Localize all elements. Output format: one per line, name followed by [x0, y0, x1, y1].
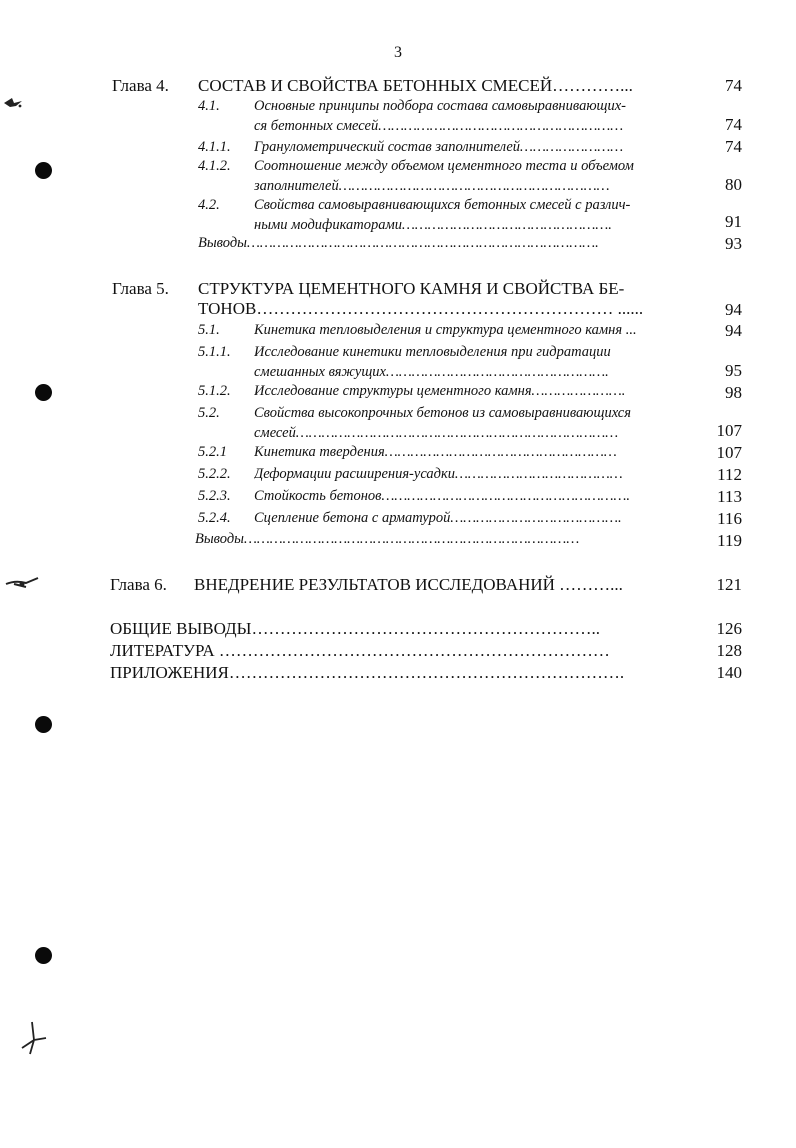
section-4-1-1-page: 74 — [725, 137, 742, 156]
section-5-1-1-title-line2: смешанных вяжущих……………………………………………. — [254, 364, 609, 380]
section-5-1-1-page: 95 — [725, 361, 742, 380]
section-5-2-page: 107 — [716, 421, 742, 440]
section-5-1-1-number: 5.1.1. — [198, 344, 231, 360]
scan-mark-icon — [12, 1018, 52, 1058]
section-5-2-3-page: 113 — [717, 487, 742, 506]
section-5-2-1-page: 107 — [716, 443, 742, 462]
chapter6-label: Глава 6. — [110, 575, 167, 594]
section-4-2-page: 91 — [725, 212, 742, 231]
section-4-1-number: 4.1. — [198, 98, 220, 114]
section-4-1-1-title: Гранулометрический состав заполнителей…………………… — [254, 139, 624, 155]
chapter5-title-line2: ТОНОВ……………………………………………………… ...... — [198, 299, 644, 318]
section-5-2-title-line2: смесей………………………………………………………………… — [254, 425, 619, 441]
section-5-2-2-number: 5.2.2. — [198, 466, 231, 482]
section-4-2-number: 4.2. — [198, 197, 220, 213]
chapter5-label: Глава 5. — [112, 279, 169, 298]
section-5-2-4-page: 116 — [717, 509, 742, 528]
chapter4-conclusions-page: 93 — [725, 234, 742, 253]
section-5-1-title: Кинетика тепловыделения и структура цементного камня ... — [254, 322, 637, 338]
section-5-1-2-page: 98 — [725, 383, 742, 402]
punch-hole — [35, 716, 52, 733]
scan-mark-icon — [0, 92, 30, 114]
section-5-2-2-title: Деформации расширения-усадки………………………………… — [254, 466, 623, 482]
section-5-2-1-number: 5.2.1 — [198, 444, 227, 460]
chapter4-page: 74 — [725, 76, 742, 95]
section-5-1-2-number: 5.1.2. — [198, 383, 231, 399]
section-5-1-number: 5.1. — [198, 322, 220, 338]
punch-hole — [35, 162, 52, 179]
section-4-2-title-line1: Свойства самовыравнивающихся бетонных смесей с различ- — [254, 197, 631, 213]
chapter4-conclusions: Выводы………………………………………………………………………. — [198, 235, 599, 251]
appendices: ПРИЛОЖЕНИЯ……………………………………………………………. — [110, 663, 625, 682]
section-4-1-title-line2: ся бетонных смесей………………………………………………… — [254, 118, 624, 134]
section-4-1-2-title-line2: заполнителей……………………………………………………… — [254, 178, 610, 194]
chapter5-conclusions-page: 119 — [717, 531, 742, 550]
section-5-2-3-title: Стойкость бетонов…………………………………………………. — [254, 488, 631, 504]
section-5-2-title-line1: Свойства высокопрочных бетонов из самовыравнивающихся — [254, 405, 631, 421]
section-4-1-2-number: 4.1.2. — [198, 158, 231, 174]
section-4-1-1-number: 4.1.1. — [198, 139, 231, 155]
section-5-2-number: 5.2. — [198, 405, 220, 421]
section-4-1-page: 74 — [725, 115, 742, 134]
chapter4-title: СОСТАВ И СВОЙСТВА БЕТОННЫХ СМЕСЕЙ…………... — [198, 76, 633, 95]
chapter6-page: 121 — [716, 575, 742, 594]
scan-mark-icon — [0, 572, 44, 596]
general-conclusions-page: 126 — [716, 619, 742, 638]
section-4-1-2-page: 80 — [725, 175, 742, 194]
section-5-1-page: 94 — [725, 321, 742, 340]
appendices-page: 140 — [716, 663, 742, 682]
chapter5-page: 94 — [725, 300, 742, 319]
references: ЛИТЕРАТУРА …………………………………………………………… — [110, 641, 610, 660]
punch-hole — [35, 384, 52, 401]
chapter6-title: ВНЕДРЕНИЕ РЕЗУЛЬТАТОВ ИССЛЕДОВАНИЙ ………... — [194, 575, 623, 594]
section-4-1-2-title-line1: Соотношение между объемом цементного теста и объемом — [254, 158, 634, 174]
references-page: 128 — [716, 641, 742, 660]
section-5-2-4-number: 5.2.4. — [198, 510, 231, 526]
chapter5-conclusions: Выводы…………………………………………………………………… — [195, 531, 580, 547]
page-number: 3 — [394, 44, 402, 61]
chapter4-label: Глава 4. — [112, 76, 169, 95]
general-conclusions: ОБЩИЕ ВЫВОДЫ…………………………………………………….. — [110, 619, 600, 638]
section-4-2-title-line2: ными модификаторами…………………………………………. — [254, 217, 612, 233]
punch-hole — [35, 947, 52, 964]
section-5-2-2-page: 112 — [717, 465, 742, 484]
section-5-2-4-title: Сцепление бетона с арматурой…………………………………. — [254, 510, 622, 526]
section-5-1-1-title-line1: Исследование кинетики тепловыделения при гидратации — [254, 344, 611, 360]
section-5-2-3-number: 5.2.3. — [198, 488, 231, 504]
section-5-1-2-title: Исследование структуры цементного камня…………………. — [254, 383, 626, 399]
section-4-1-title-line1: Основные принципы подбора состава самовыравнивающих- — [254, 98, 627, 114]
chapter5-title-line1: СТРУКТУРА ЦЕМЕНТНОГО КАМНЯ И СВОЙСТВА БЕ- — [198, 279, 625, 298]
section-5-2-1-title: Кинетика твердения……………………………………………… — [254, 444, 617, 460]
